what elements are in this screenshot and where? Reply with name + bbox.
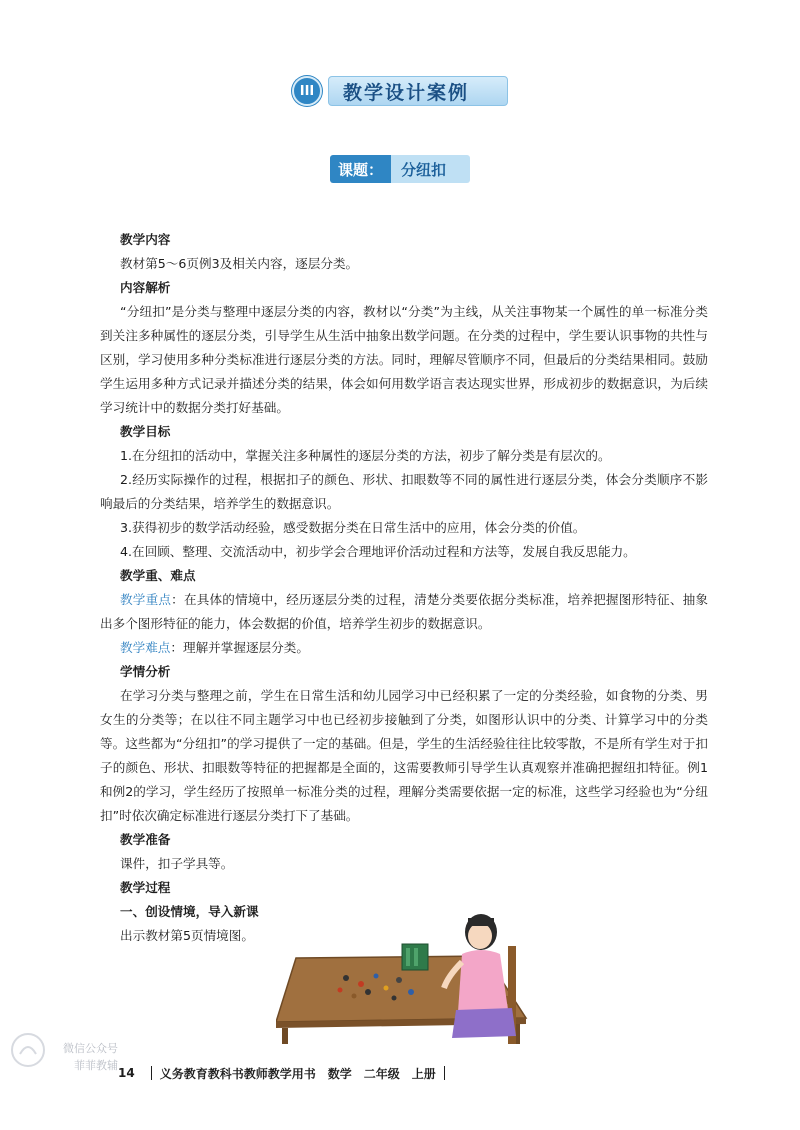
goal-item: 1.在分纽扣的活动中，掌握关注多种属性的逐层分类的方法，初步了解分类是有层次的。: [120, 448, 611, 463]
content-text: 教材第5～6页例3及相关内容，逐层分类。: [120, 256, 359, 271]
goal-item: 2.经历实际操作的过程，根据扣子的颜色、形状、扣眼数等不同的属性进行逐层分类，体会分类顺序不影响最后的分类结果，培养学生的数据意识。: [100, 472, 708, 511]
analysis-heading: 内容解析: [120, 280, 171, 295]
step1-title: 一、创设情境，导入新课: [120, 904, 259, 919]
lesson-tag: 课题：: [330, 155, 391, 183]
section-banner: [292, 74, 508, 108]
goal-item: 4.在回顾、整理、交流活动中，初步学会合理地评价活动过程和方法等，发展自我反思能力。: [120, 544, 636, 559]
difficulty-paragraph: [100, 636, 708, 660]
scene-illustration: [276, 906, 546, 1044]
step1-text: 出示教材第5页情境图。: [120, 928, 254, 943]
footer-divider: [444, 1066, 445, 1080]
page-number: 14: [118, 1066, 135, 1080]
key-point-text: ：在具体的情境中，经历逐层分类的过程，清楚分类要依据分类标准，培养把握图形特征、抽象出多个图形特征的能力，体会数据的价值，培养学生初步的数据意识。: [100, 592, 709, 631]
learner-text: 在学习分类与整理之前，学生在日常生活和幼儿园学习中已经积累了一定的分类经验，如食物的分类、男女生的分类等；在以往不同主题学习中也已经初步接触到了分类，如图形认识中的分类、计算学习中的分类等。这些都为“分纽扣”的学习提供了一定的基础。但是，学生的生活经验往往比较零散，不是所有学生对于扣子的颜色、形状、扣眼数等特征的把握都是全面的，这需要教师引导学生认真观察并准确把握纽扣特征。例1和例2的学习，学生经历了按照单一标准分类的过程，理解分类需要依据一定的标准，这些学习经验也为“分纽扣”时依次确定标准进行逐层分类打下了基础。: [100, 688, 708, 823]
volume: 上册: [411, 1066, 436, 1081]
subject: 数学: [327, 1066, 352, 1081]
key-point-label: 教学重点: [120, 592, 172, 607]
goals-heading: 教学目标: [120, 424, 171, 439]
prep-heading: 教学准备: [120, 832, 171, 847]
lesson-title: [330, 155, 470, 183]
difficulty-text: ：理解并掌握逐层分类。: [170, 640, 309, 655]
lesson-body: [100, 228, 708, 948]
key-points-heading: 教学重、难点: [120, 568, 196, 583]
section-numeral-badge: III: [292, 76, 322, 106]
learner-heading: 学情分析: [120, 664, 171, 679]
key-point-paragraph: [100, 588, 708, 636]
content-heading: 教学内容: [120, 232, 171, 247]
book-title: 义务教育教科书教师教学用书: [159, 1066, 316, 1081]
section-title: 教学设计案例: [328, 76, 508, 106]
watermark-line-1: 微信公众号: [63, 1042, 118, 1055]
analysis-text: “分纽扣”是分类与整理中逐层分类的内容，教材以“分类”为主线，从关注事物某一个属性的单一标准分类到关注多种属性的逐层分类，引导学生从生活中抽象出数学问题。在分类的过程中，学生要认识事物的共性与区别，学习使用多种分类标准进行逐层分类的方法。同时，理解尽管顺序不同，但最后的分类结果相同。鼓励学生运用多种方式记录并描述分类的结果，体会如何用数学语言表达现实世界，形成初步的数据意识，为后续学习统计中的数据分类打好基础。: [100, 304, 708, 415]
footer-divider: [151, 1066, 152, 1080]
prep-text: 课件，扣子学具等。: [120, 856, 234, 871]
process-heading: 教学过程: [120, 880, 171, 895]
difficulty-label: 教学难点: [120, 640, 171, 655]
watermark: [36, 1040, 118, 1078]
watermark-line-2: 菲菲教辅: [74, 1059, 118, 1072]
grade: 二年级: [363, 1066, 400, 1081]
page-footer: [118, 1064, 453, 1082]
lesson-name: 分纽扣: [391, 155, 470, 183]
goal-item: 3.获得初步的数学活动经验，感受数据分类在日常生活中的应用，体会分类的价值。: [120, 520, 586, 535]
